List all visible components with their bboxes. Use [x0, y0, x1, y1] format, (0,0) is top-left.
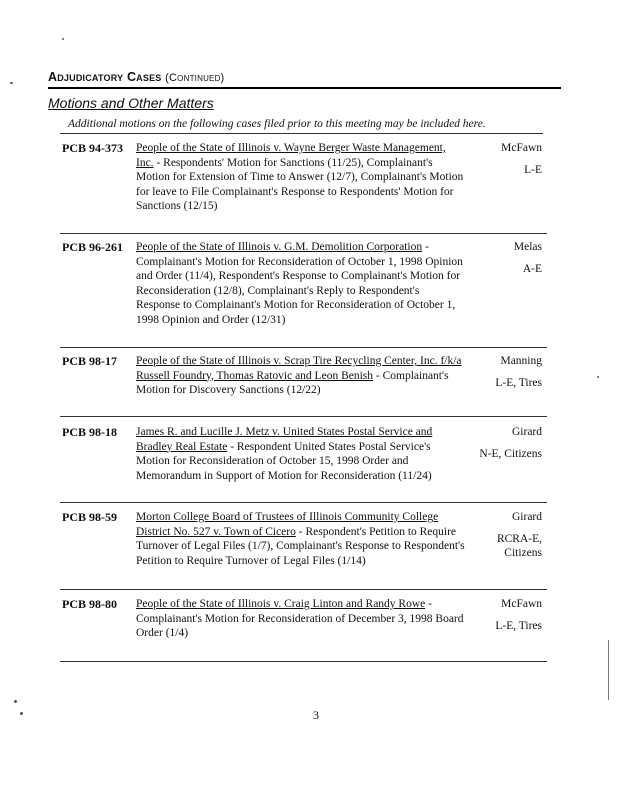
case-number: PCB 98-80	[62, 597, 117, 611]
case-description: - Respondent's Petition to Require Turnover of Legal Files (1/7), Complainant's Response to Respondent's Petition to Require Turnover of Legal Files (1/14)	[136, 525, 465, 567]
case-divider	[60, 233, 547, 234]
case-body	[136, 425, 466, 483]
scan-edge-mark	[608, 640, 609, 700]
case-divider	[60, 347, 547, 348]
case-meta	[462, 141, 542, 177]
case-category: A-E	[522, 262, 542, 275]
case-description: - Complainant's Motion for Reconsideration of October 1, 1998 Opinion and Order (11/4), Respondent's Response to Complainant's Motion for Reconsideration (12/8), Complainant's Reply to Respondent's Response to Complainant's Motion for Reconsideration of October 1, 1998 Opinion and Order (12/31)	[136, 241, 463, 326]
case-divider	[60, 589, 547, 590]
case-body	[136, 141, 466, 214]
case-meta	[462, 425, 542, 461]
case-category: RCRA-E, Citizens	[496, 532, 542, 559]
case-body	[136, 597, 466, 641]
case-description: - Respondents' Motion for Sanctions (11/25), Complainant's Motion for Extension of Time to Answer (12/7), Complainant's Motion for leave to File Complainant's Response to Respondents' Motion for Sanctions (12/15)	[136, 156, 464, 212]
case-description: - Complainant's Motion for Reconsideration of December 3, 1998 Board Order (1/4)	[136, 598, 464, 639]
case-number: PCB 94-373	[62, 141, 123, 155]
case-category: L-E, Tires	[495, 619, 542, 632]
case-meta	[462, 354, 542, 390]
case-divider	[60, 661, 547, 662]
case-title: People of the State of Illinois v. Wayne Berger Waste Management, Inc.	[136, 142, 446, 169]
case-title: James R. and Lucille J. Metz v. United States Postal Service and Bradley Real Estate	[136, 426, 433, 453]
case-category: L-E, Tires	[495, 376, 542, 389]
case-number: PCB 98-18	[62, 425, 117, 439]
case-category: L-E	[524, 163, 542, 176]
heading-rule	[48, 87, 561, 89]
scan-speck	[14, 700, 17, 703]
case-meta	[462, 597, 542, 633]
board-member: Girard	[511, 426, 542, 438]
board-member: Girard	[511, 511, 542, 523]
case-meta	[462, 510, 542, 561]
page-number: 3	[313, 708, 319, 722]
board-member: McFawn	[501, 142, 542, 154]
board-member: McFawn	[501, 598, 542, 610]
note-text: Additional motions on the following cases filed prior to this meeting may be included here.	[68, 118, 486, 130]
case-title: People of the State of Illinois v. G.M. Demolition Corporation	[136, 241, 423, 253]
scan-speck	[62, 38, 64, 40]
scan-speck	[10, 82, 13, 84]
case-meta	[462, 240, 542, 276]
case-body	[136, 510, 466, 568]
case-description: - Respondent United States Postal Service's Motion for Reconsideration of October 15, 1998 Order and Memorandum in Support of Motion for Reconsideration (11/24)	[136, 440, 432, 482]
case-number: PCB 98-17	[62, 354, 117, 368]
case-number: PCB 96-261	[62, 240, 123, 254]
scan-speck	[20, 712, 23, 715]
case-title: Morton College Board of Trustees of Illinois Community College District No. 527 v. Town of Cicero	[136, 511, 439, 538]
case-title: People of the State of Illinois v. Craig Linton and Randy Rowe	[136, 598, 426, 610]
section-heading-main: Adjudicatory Cases	[48, 70, 162, 84]
note-rule	[60, 133, 543, 134]
subheading: Motions and Other Matters	[48, 95, 214, 111]
scan-speck	[597, 376, 599, 378]
section-heading-continued: (Continued)	[165, 72, 225, 84]
board-member: Melas	[513, 241, 542, 253]
case-divider	[60, 502, 547, 503]
case-number: PCB 98-59	[62, 510, 117, 524]
section-heading	[48, 70, 224, 84]
case-description: - Complainant's Motion for Discovery Sanctions (12/22)	[136, 369, 449, 396]
case-divider	[60, 416, 547, 417]
case-category: N-E, Citizens	[479, 447, 542, 460]
case-body	[136, 354, 466, 398]
case-body	[136, 240, 466, 327]
case-title: People of the State of Illinois v. Scrap Tire Recycling Center, Inc. f/k/a Russell Foundry, Thomas Ratovic and Leon Benish	[136, 355, 462, 382]
board-member: Manning	[500, 355, 542, 367]
